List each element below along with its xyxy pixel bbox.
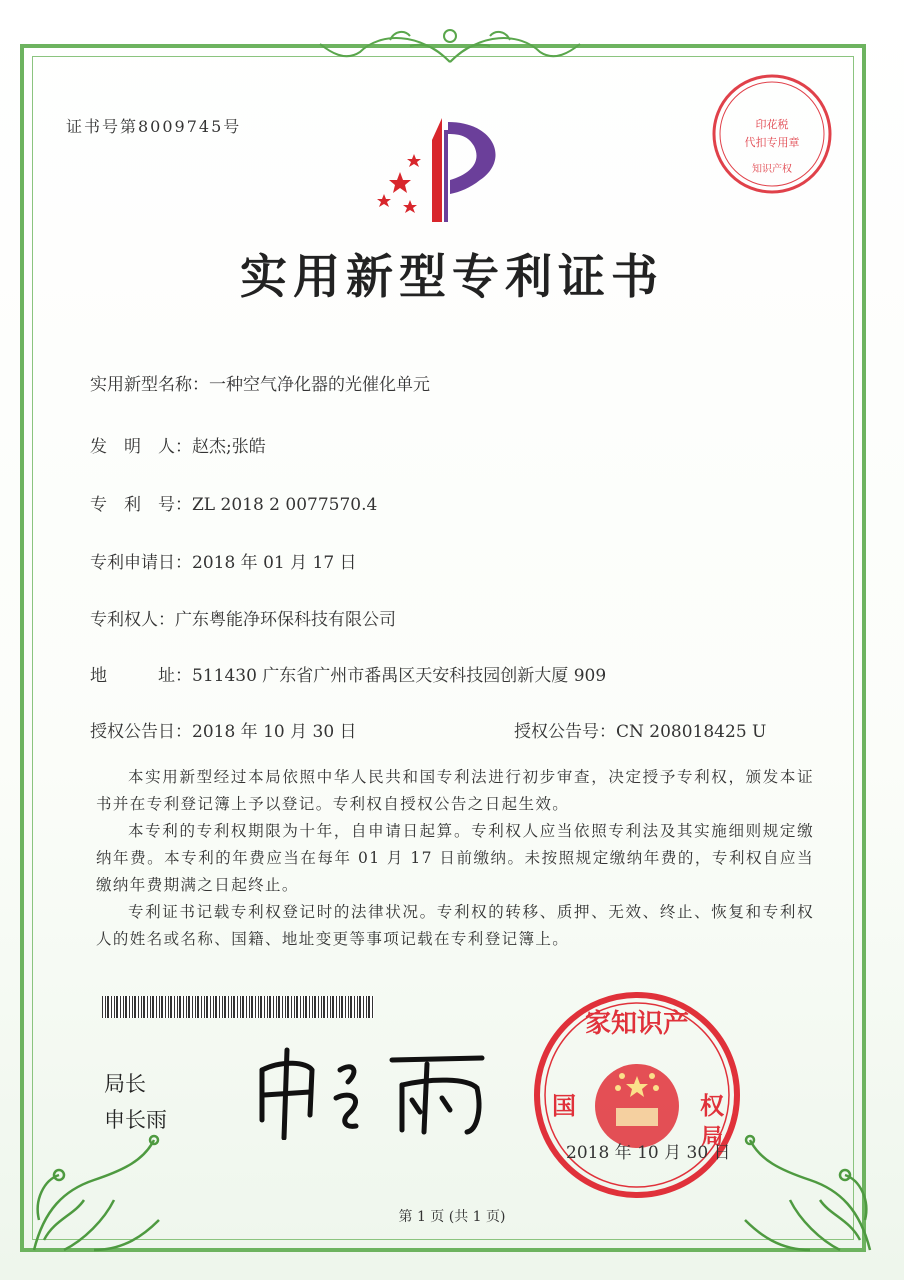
barcode: [102, 996, 374, 1018]
inventor-value: 赵杰;张皓: [192, 437, 266, 457]
name-label: 实用新型名称：: [90, 375, 209, 395]
page-number: 第 1 页 (共 1 页): [398, 1209, 506, 1225]
national-ipa-seal: [530, 988, 745, 1203]
seal-date: 2018 年 10 月 30 日: [566, 1143, 731, 1163]
director-signature: [252, 1040, 512, 1140]
patent-number: [90, 490, 377, 515]
svg-text:知识产权: 知识产权: [752, 164, 792, 175]
address-value: 511430 广东省广州市番禺区天安科技园创新大厦 909: [192, 666, 607, 686]
svg-text:印花税: 印花税: [755, 118, 789, 131]
bottom-right-ornament: [730, 1100, 880, 1260]
paragraph-legal-status: 专利证书记载专利权登记时的法律状况。专利权的转移、质押、无效、终止、恢复和专利权人的姓名或名称、国籍、地址变更等事项记载在专利登记簿上。: [96, 903, 814, 948]
application-date: [90, 548, 357, 573]
inventor: [90, 432, 266, 457]
svg-text:国: 国: [552, 1092, 576, 1120]
address-label: 地 址：: [90, 666, 192, 686]
address: [90, 661, 606, 686]
top-ornament: [300, 22, 600, 72]
name-value: 一种空气净化器的光催化单元: [209, 375, 430, 395]
announcement-number: [514, 717, 766, 742]
director-title: 局长: [104, 1072, 146, 1096]
announcement-number-value: CN 208018425 U: [616, 722, 767, 742]
announcement-date-label: 授权公告日：: [90, 722, 192, 742]
holder-value: 广东粤能净环保科技有限公司: [175, 610, 396, 630]
svg-text:局: 局: [700, 1125, 724, 1150]
announcement-number-label: 授权公告号：: [514, 722, 616, 742]
certificate-number: 证书号第8009745号: [66, 117, 242, 136]
patent-holder: [90, 605, 396, 630]
paragraph-term: 本专利的专利权期限为十年，自申请日起算。专利权人应当依照专利法及其实施细则规定缴纳年费。本专利的年费应当在每年 01 月 17 日前缴纳。未按照规定缴纳年费的，专利权自应当缴纳年费期满之日起终止。: [96, 822, 814, 894]
application-date-label: 专利申请日：: [90, 553, 192, 573]
svg-text:家知识产: 家知识产: [584, 1009, 690, 1039]
announcement-date-value: 2018 年 10 月 30 日: [192, 722, 357, 742]
patent-number-label: 专 利 号：: [90, 495, 192, 515]
cnipa-logo: [370, 110, 520, 230]
certificate-title: 实用新型专利证书: [240, 250, 664, 305]
svg-text:代扣专用章: 代扣专用章: [744, 136, 800, 149]
director-name: 申长雨: [104, 1108, 167, 1132]
application-date-value: 2018 年 01 月 17 日: [192, 553, 357, 573]
inventor-label: 发 明 人：: [90, 437, 192, 457]
holder-label: 专利权人：: [90, 610, 175, 630]
utility-model-name: [90, 370, 430, 395]
paragraph-grant: 本实用新型经过本局依照中华人民共和国专利法进行初步审查，决定授予专利权，颁发本证书并在专利登记簿上予以登记。专利权自授权公告之日起生效。: [96, 768, 814, 813]
svg-text:权: 权: [700, 1092, 724, 1120]
announcement-date: [90, 717, 357, 742]
patent-number-value: ZL 2018 2 0077570.4: [192, 495, 378, 515]
tax-stamp-seal: [708, 70, 836, 198]
